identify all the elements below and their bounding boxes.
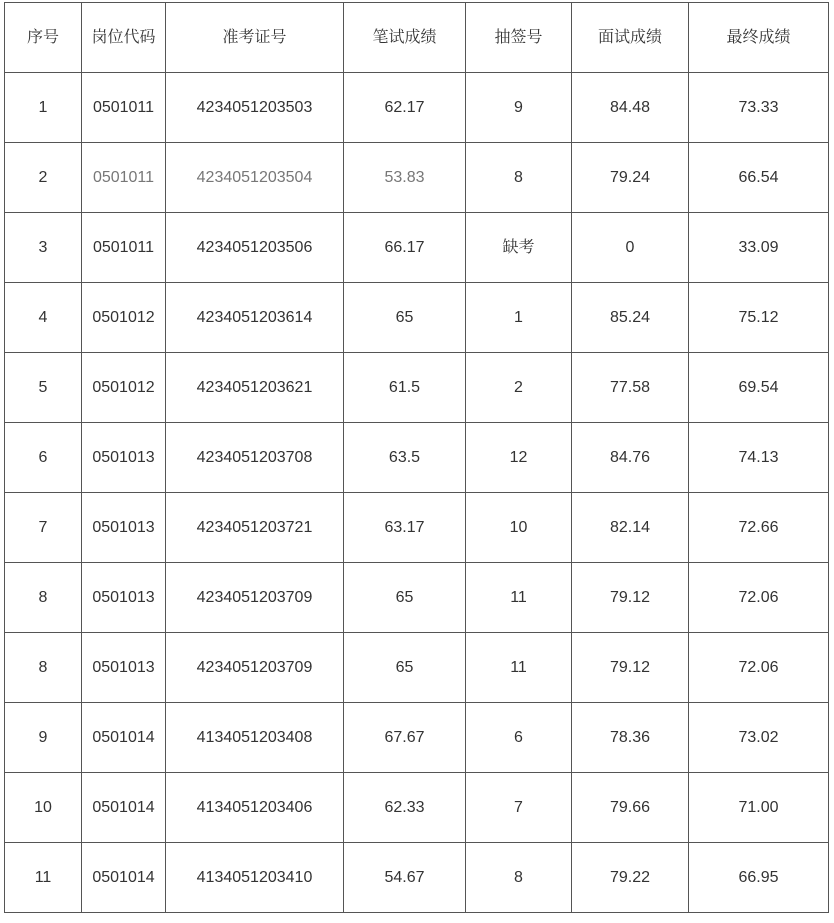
cell-position-code: 0501011 (82, 213, 166, 283)
cell-draw-number: 12 (466, 423, 572, 493)
cell-draw-number: 11 (466, 633, 572, 703)
cell-interview-score: 82.14 (572, 493, 689, 563)
cell-interview-score: 79.12 (572, 563, 689, 633)
cell-final-score: 66.54 (689, 143, 829, 213)
cell-written-score: 66.17 (344, 213, 466, 283)
cell-written-score: 65 (344, 633, 466, 703)
cell-serial-number: 5 (5, 353, 82, 423)
table-row (5, 213, 829, 283)
table-row (5, 703, 829, 773)
cell-interview-score: 0 (572, 213, 689, 283)
cell-position-code: 0501014 (82, 703, 166, 773)
cell-written-score: 63.17 (344, 493, 466, 563)
cell-final-score: 75.12 (689, 283, 829, 353)
cell-position-code: 0501013 (82, 423, 166, 493)
cell-final-score: 66.95 (689, 843, 829, 913)
cell-position-code: 0501013 (82, 493, 166, 563)
cell-written-score: 53.83 (344, 143, 466, 213)
cell-written-score: 65 (344, 563, 466, 633)
cell-admission-ticket: 4234051203721 (166, 493, 344, 563)
cell-admission-ticket: 4234051203621 (166, 353, 344, 423)
cell-admission-ticket: 4234051203614 (166, 283, 344, 353)
cell-final-score: 72.06 (689, 563, 829, 633)
cell-written-score: 63.5 (344, 423, 466, 493)
cell-serial-number: 3 (5, 213, 82, 283)
cell-interview-score: 79.24 (572, 143, 689, 213)
cell-final-score: 72.06 (689, 633, 829, 703)
cell-written-score: 62.17 (344, 73, 466, 143)
cell-serial-number: 6 (5, 423, 82, 493)
cell-position-code: 0501011 (82, 73, 166, 143)
cell-position-code: 0501011 (82, 143, 166, 213)
cell-draw-number: 8 (466, 143, 572, 213)
table-row (5, 773, 829, 843)
header-admission-ticket: 准考证号 (166, 3, 344, 73)
table-row (5, 493, 829, 563)
cell-interview-score: 85.24 (572, 283, 689, 353)
cell-draw-number: 9 (466, 73, 572, 143)
cell-draw-number: 10 (466, 493, 572, 563)
cell-position-code: 0501014 (82, 843, 166, 913)
cell-written-score: 61.5 (344, 353, 466, 423)
header-interview-score: 面试成绩 (572, 3, 689, 73)
cell-final-score: 74.13 (689, 423, 829, 493)
table-row (5, 633, 829, 703)
header-row (5, 3, 829, 73)
header-final-score: 最终成绩 (689, 3, 829, 73)
cell-interview-score: 79.22 (572, 843, 689, 913)
cell-draw-number: 7 (466, 773, 572, 843)
score-table (4, 2, 829, 913)
cell-final-score: 73.02 (689, 703, 829, 773)
cell-draw-number: 8 (466, 843, 572, 913)
cell-admission-ticket: 4234051203709 (166, 563, 344, 633)
cell-draw-number: 6 (466, 703, 572, 773)
cell-interview-score: 79.12 (572, 633, 689, 703)
cell-position-code: 0501012 (82, 353, 166, 423)
cell-admission-ticket: 4234051203504 (166, 143, 344, 213)
cell-position-code: 0501013 (82, 563, 166, 633)
cell-draw-number: 11 (466, 563, 572, 633)
cell-serial-number: 2 (5, 143, 82, 213)
table-row (5, 423, 829, 493)
cell-final-score: 71.00 (689, 773, 829, 843)
cell-serial-number: 4 (5, 283, 82, 353)
cell-admission-ticket: 4234051203709 (166, 633, 344, 703)
cell-admission-ticket: 4234051203708 (166, 423, 344, 493)
cell-interview-score: 79.66 (572, 773, 689, 843)
cell-admission-ticket: 4134051203410 (166, 843, 344, 913)
header-position-code: 岗位代码 (82, 3, 166, 73)
cell-final-score: 72.66 (689, 493, 829, 563)
header-draw-number: 抽签号 (466, 3, 572, 73)
cell-serial-number: 8 (5, 633, 82, 703)
header-written-score: 笔试成绩 (344, 3, 466, 73)
cell-admission-ticket: 4134051203408 (166, 703, 344, 773)
cell-serial-number: 9 (5, 703, 82, 773)
table-row (5, 143, 829, 213)
cell-interview-score: 84.48 (572, 73, 689, 143)
cell-serial-number: 7 (5, 493, 82, 563)
cell-admission-ticket: 4234051203506 (166, 213, 344, 283)
table-row (5, 563, 829, 633)
cell-final-score: 73.33 (689, 73, 829, 143)
cell-interview-score: 77.58 (572, 353, 689, 423)
table-row (5, 283, 829, 353)
cell-position-code: 0501012 (82, 283, 166, 353)
cell-interview-score: 78.36 (572, 703, 689, 773)
table-row (5, 353, 829, 423)
cell-serial-number: 11 (5, 843, 82, 913)
table-row (5, 843, 829, 913)
cell-draw-number: 1 (466, 283, 572, 353)
cell-position-code: 0501014 (82, 773, 166, 843)
cell-written-score: 67.67 (344, 703, 466, 773)
cell-admission-ticket: 4134051203406 (166, 773, 344, 843)
header-serial-number: 序号 (5, 3, 82, 73)
cell-written-score: 54.67 (344, 843, 466, 913)
cell-serial-number: 10 (5, 773, 82, 843)
cell-written-score: 62.33 (344, 773, 466, 843)
cell-serial-number: 8 (5, 563, 82, 633)
cell-position-code: 0501013 (82, 633, 166, 703)
cell-final-score: 69.54 (689, 353, 829, 423)
cell-admission-ticket: 4234051203503 (166, 73, 344, 143)
cell-draw-number: 缺考 (466, 213, 572, 283)
cell-final-score: 33.09 (689, 213, 829, 283)
cell-interview-score: 84.76 (572, 423, 689, 493)
cell-written-score: 65 (344, 283, 466, 353)
cell-draw-number: 2 (466, 353, 572, 423)
table-row (5, 73, 829, 143)
cell-serial-number: 1 (5, 73, 82, 143)
